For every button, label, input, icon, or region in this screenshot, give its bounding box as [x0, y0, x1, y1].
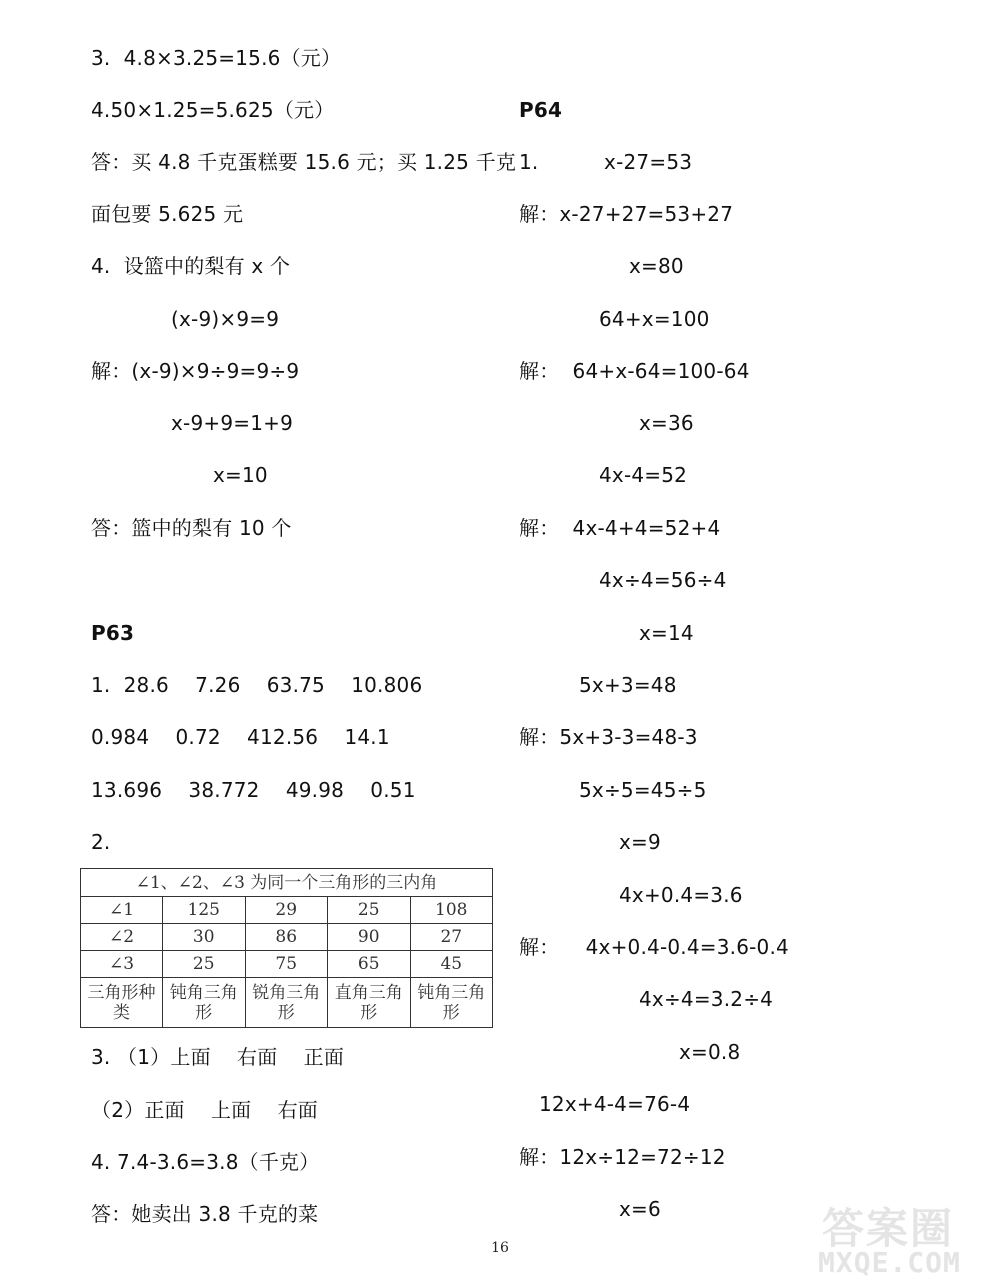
table-row [81, 951, 493, 978]
table-cell: 45 [410, 951, 493, 978]
line-p64-x5: x=0.8 [679, 1040, 741, 1064]
table-cell: 29 [245, 897, 328, 924]
table-cell: ∠3 [81, 951, 163, 978]
table-cell: 108 [410, 897, 493, 924]
line-p64-solve-1: 解：x-27+27=53+27 [519, 202, 734, 226]
table-cell: 75 [245, 951, 328, 978]
table-row [81, 924, 493, 951]
line-solve-3: x=10 [213, 463, 268, 487]
page-number: 16 [491, 1240, 509, 1256]
line-p64-solve-3b: 4x÷4=56÷4 [599, 568, 727, 592]
line-bread-cost: 4.50×1.25=5.625（元） [91, 98, 335, 122]
watermark-top: 答案圈 [822, 1204, 955, 1253]
line-p63-1b: 0.984 0.72 412.56 14.1 [91, 725, 390, 749]
line-answer-4: 答：篮中的梨有 10 个 [91, 516, 292, 540]
table-row [81, 897, 493, 924]
line-p64-solve-6: 解：12x÷12=72÷12 [519, 1145, 726, 1169]
line-p64-solve-4b: 5x÷5=45÷5 [579, 778, 707, 802]
line-p64-eq2: 64+x=100 [599, 307, 710, 331]
line-solve-2: x-9+9=1+9 [171, 411, 294, 435]
line-p63-4: 4. 7.4-3.6=3.8（千克） [91, 1150, 320, 1174]
line-p64-solve-4: 解：5x+3-3=48-3 [519, 725, 698, 749]
table-cell: 27 [410, 924, 493, 951]
line-p64-eq6: 12x+4-4=76-4 [539, 1092, 691, 1116]
table-cell: 三角形种类 [81, 978, 163, 1028]
table-cell: 25 [328, 897, 411, 924]
line-p64-eq4: 5x+3=48 [579, 673, 677, 697]
table-cell: 25 [163, 951, 246, 978]
table-cell: ∠1 [81, 897, 163, 924]
table-cell: 86 [245, 924, 328, 951]
line-p63-3a: 3. （1）上面 右面 正面 [91, 1045, 345, 1069]
table-cell: 125 [163, 897, 246, 924]
line-p63-3b: （2）正面 上面 右面 [91, 1098, 318, 1122]
table-cell: ∠2 [81, 924, 163, 951]
line-p64-solve-5b: 4x÷4=3.2÷4 [639, 987, 774, 1011]
line-p64-eq5: 4x+0.4=3.6 [619, 883, 743, 907]
table-cell: 90 [328, 924, 411, 951]
line-solve-1: 解：(x-9)×9÷9=9÷9 [91, 359, 300, 383]
line-p63-1c: 13.696 38.772 49.98 0.51 [91, 778, 416, 802]
table-row [81, 978, 493, 1028]
line-answer-3b: 面包要 5.625 元 [91, 202, 244, 226]
line-equation: (x-9)×9=9 [171, 307, 280, 331]
table-header: ∠1、∠2、∠3 为同一个三角形的三内角 [81, 869, 493, 897]
angle-table [80, 868, 493, 1028]
table-cell: 钝角三角形 [410, 978, 493, 1028]
line-p64-solve-3: 解： 4x-4+4=52+4 [519, 516, 721, 540]
line-p64-solve-5: 解： 4x+0.4-0.4=3.6-0.4 [519, 935, 789, 959]
line-p62-4: 4. 设篮中的梨有 x 个 [91, 254, 291, 278]
section-p63: P63 [91, 621, 135, 645]
line-p64-x1: x=80 [629, 254, 684, 278]
line-p64-solve-2: 解： 64+x-64=100-64 [519, 359, 750, 383]
line-p64-x6: x=6 [619, 1197, 661, 1221]
line-p62-3: 3. 4.8×3.25=15.6（元） [91, 46, 342, 70]
line-p64-1: 1. x-27=53 [519, 150, 693, 174]
table-cell: 锐角三角形 [245, 978, 328, 1028]
table-cell: 30 [163, 924, 246, 951]
line-p64-x4: x=9 [619, 830, 661, 854]
line-p63-1a: 1. 28.6 7.26 63.75 10.806 [91, 673, 423, 697]
line-answer-p63-4: 答：她卖出 3.8 千克的菜 [91, 1202, 319, 1226]
watermark-logo [812, 1196, 992, 1280]
line-answer-3a: 答：买 4.8 千克蛋糕要 15.6 元；买 1.25 千克 [91, 150, 517, 174]
table-cell: 直角三角形 [328, 978, 411, 1028]
line-p64-x2: x=36 [639, 411, 694, 435]
table-cell: 钝角三角形 [163, 978, 246, 1028]
table-cell: 65 [328, 951, 411, 978]
line-p63-2: 2. [91, 830, 111, 854]
line-p64-eq3: 4x-4=52 [599, 463, 688, 487]
line-p64-x3: x=14 [639, 621, 694, 645]
watermark-bottom: MXQE.COM [818, 1246, 961, 1279]
section-p64: P64 [519, 98, 563, 122]
